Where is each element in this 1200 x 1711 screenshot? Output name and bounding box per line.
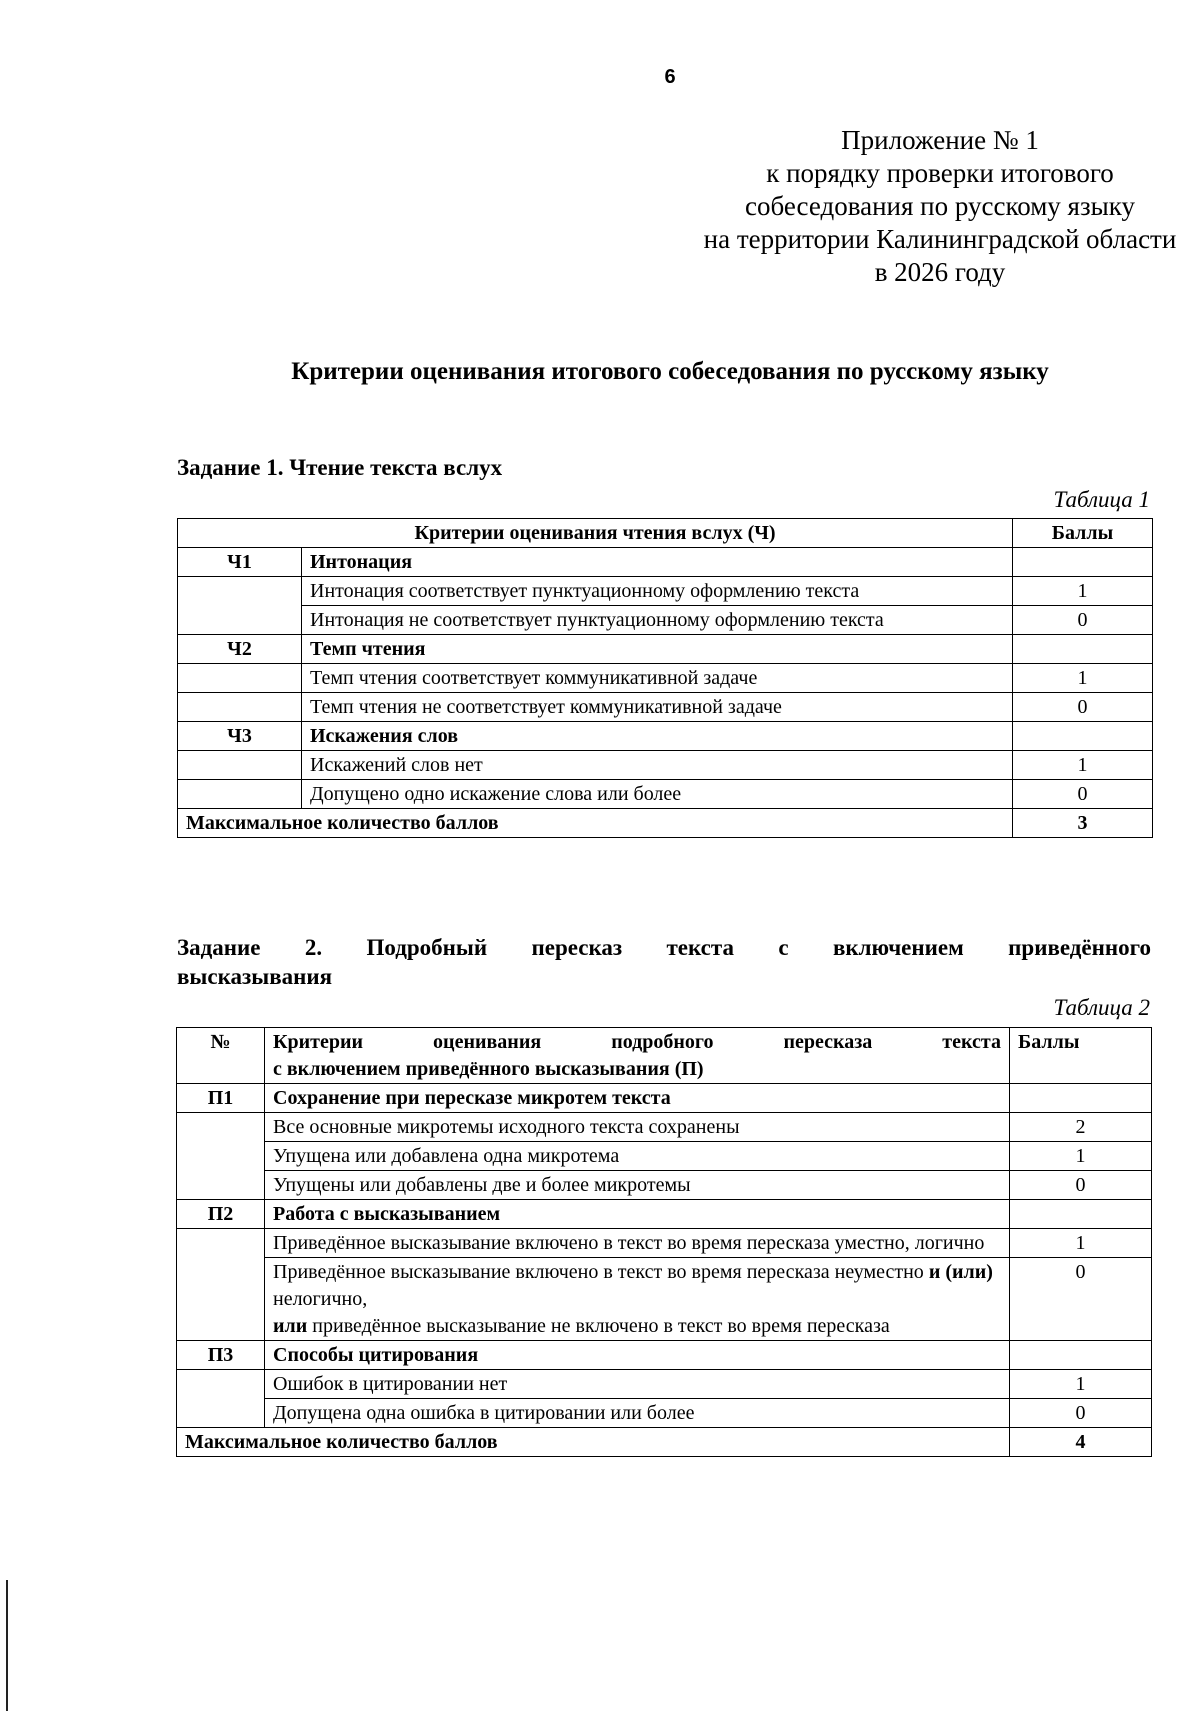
conjunction: или <box>273 1315 308 1337</box>
criterion-text: Интонация не соответствует пунктуационному оформлению текста <box>302 606 1013 635</box>
heading-word: пересказ <box>531 935 623 960</box>
points-cell: 0 <box>1010 1399 1152 1428</box>
group-row <box>177 1341 1152 1370</box>
empty-cell <box>177 1229 265 1341</box>
points-cell <box>1010 1084 1152 1113</box>
points-cell <box>1010 1200 1152 1229</box>
group-row <box>178 548 1153 577</box>
appendix-line: собеседования по русскому языку <box>745 191 1135 221</box>
heading-word: Подробный <box>366 935 488 960</box>
points-cell <box>1013 548 1153 577</box>
group-row <box>177 1200 1152 1229</box>
criterion-name: Искажения слов <box>302 722 1013 751</box>
conjunction: и (или) <box>928 1261 993 1283</box>
criterion-code: Ч2 <box>178 635 302 664</box>
criterion-name: Интонация <box>302 548 1013 577</box>
table-row <box>178 751 1153 780</box>
number-header: № <box>177 1028 265 1084</box>
appendix-line: в 2026 году <box>874 257 1006 287</box>
empty-cell <box>178 780 302 809</box>
table-row <box>177 1229 1152 1258</box>
points-cell: 2 <box>1010 1113 1152 1142</box>
appendix-line: Приложение № 1 <box>841 125 1039 155</box>
header-word: текста <box>942 1031 1001 1053</box>
points-cell <box>1013 722 1153 751</box>
criterion-code: П1 <box>177 1084 265 1113</box>
table-row <box>178 664 1153 693</box>
heading-word: 2. <box>304 935 323 960</box>
table-row <box>177 1142 1152 1171</box>
table-row <box>178 780 1153 809</box>
group-row <box>177 1084 1152 1113</box>
points-cell: 1 <box>1013 577 1153 606</box>
text-part: Приведённое высказывание включено в текст во время пересказа неуместно <box>273 1261 924 1283</box>
table-row <box>177 1258 1152 1341</box>
table-row <box>178 693 1153 722</box>
empty-cell <box>177 1370 265 1428</box>
page-number: 6 <box>664 66 676 88</box>
points-cell: 1 <box>1010 1370 1152 1399</box>
table-2 <box>176 1027 1152 1457</box>
total-label: Максимальное количество баллов <box>177 1428 1010 1457</box>
table-row <box>177 1113 1152 1142</box>
header-word: оценивания <box>433 1031 542 1053</box>
task1-heading: Задание 1. Чтение текста вслух <box>177 455 503 480</box>
criterion-text: Темп чтения не соответствует коммуникативной задаче <box>302 693 1013 722</box>
text-part: приведённое высказывание не включено в текст во время пересказа <box>312 1315 890 1337</box>
criterion-name: Способы цитирования <box>265 1341 1010 1370</box>
criterion-text: Интонация соответствует пунктуационному оформлению текста <box>302 577 1013 606</box>
criterion-text <box>265 1258 1010 1341</box>
heading-word: с <box>778 935 789 960</box>
header-line-2: с включением приведённого высказывания (П) <box>273 1058 704 1080</box>
points-cell: 0 <box>1013 780 1153 809</box>
points-cell: 0 <box>1010 1171 1152 1200</box>
appendix-line: на территории Калининградской области <box>703 224 1177 254</box>
points-cell <box>1010 1341 1152 1370</box>
criterion-text: Допущена одна ошибка в цитировании или более <box>265 1399 1010 1428</box>
points-header: Баллы <box>1010 1028 1152 1084</box>
points-cell <box>1013 635 1153 664</box>
group-row <box>178 635 1153 664</box>
points-cell: 0 <box>1013 606 1153 635</box>
criterion-code: П2 <box>177 1200 265 1229</box>
heading-line-2: высказывания <box>177 964 333 989</box>
criterion-text: Темп чтения соответствует коммуникативной задаче <box>302 664 1013 693</box>
table1-caption: Таблица 1 <box>1053 487 1150 512</box>
criterion-code: П3 <box>177 1341 265 1370</box>
total-row <box>178 809 1153 838</box>
criterion-text: Упущена или добавлена одна микротема <box>265 1142 1010 1171</box>
criterion-text: Ошибок в цитировании нет <box>265 1370 1010 1399</box>
group-row <box>178 722 1153 751</box>
heading-word: Задание <box>177 935 261 960</box>
criterion-text: Упущены или добавлены две и более микротемы <box>265 1171 1010 1200</box>
table-row <box>177 1171 1152 1200</box>
header-word: пересказа <box>783 1031 873 1053</box>
scan-margin-line <box>6 1580 8 1711</box>
text-part: нелогично, <box>273 1288 368 1310</box>
criterion-name: Работа с высказыванием <box>265 1200 1010 1229</box>
table-header-row <box>177 1028 1152 1084</box>
table-row <box>177 1399 1152 1428</box>
criterion-code: Ч1 <box>178 548 302 577</box>
empty-cell <box>178 693 302 722</box>
criterion-name: Темп чтения <box>302 635 1013 664</box>
criteria-header: Критерии оценивания чтения вслух (Ч) <box>178 519 1013 548</box>
points-cell: 1 <box>1010 1142 1152 1171</box>
total-label: Максимальное количество баллов <box>178 809 1013 838</box>
heading-word: текста <box>666 935 734 960</box>
empty-cell <box>178 664 302 693</box>
document-title: Критерии оценивания итогового собеседования по русскому языку <box>291 358 1049 385</box>
points-cell: 1 <box>1010 1229 1152 1258</box>
criterion-text: Все основные микротемы исходного текста сохранены <box>265 1113 1010 1142</box>
points-cell: 0 <box>1013 693 1153 722</box>
points-header: Баллы <box>1013 519 1153 548</box>
heading-word: включением <box>832 935 964 960</box>
total-points: 3 <box>1013 809 1153 838</box>
criterion-code: Ч3 <box>178 722 302 751</box>
total-points: 4 <box>1010 1428 1152 1457</box>
points-cell: 0 <box>1010 1258 1152 1341</box>
table-row <box>178 606 1153 635</box>
criterion-text: Допущено одно искажение слова или более <box>302 780 1013 809</box>
table-row <box>178 577 1153 606</box>
criteria-header <box>265 1028 1010 1084</box>
empty-cell <box>177 1113 265 1200</box>
table2-caption: Таблица 2 <box>1053 995 1150 1020</box>
appendix-reference <box>640 124 1200 289</box>
empty-cell <box>178 751 302 780</box>
table-1 <box>177 518 1153 838</box>
total-row <box>177 1428 1152 1457</box>
appendix-line: к порядку проверки итогового <box>766 158 1114 188</box>
points-cell: 1 <box>1013 751 1153 780</box>
points-cell: 1 <box>1013 664 1153 693</box>
header-word: Критерии <box>273 1031 364 1053</box>
empty-cell <box>178 577 302 635</box>
table-row <box>177 1370 1152 1399</box>
table-header-row <box>178 519 1153 548</box>
criterion-text: Приведённое высказывание включено в текст во время пересказа уместно, логично <box>265 1229 1010 1258</box>
task2-heading <box>177 933 1151 991</box>
header-word: подробного <box>611 1031 714 1053</box>
criterion-name: Сохранение при пересказе микротем текста <box>265 1084 1010 1113</box>
criterion-text: Искажений слов нет <box>302 751 1013 780</box>
heading-word: приведённого <box>1008 935 1151 960</box>
